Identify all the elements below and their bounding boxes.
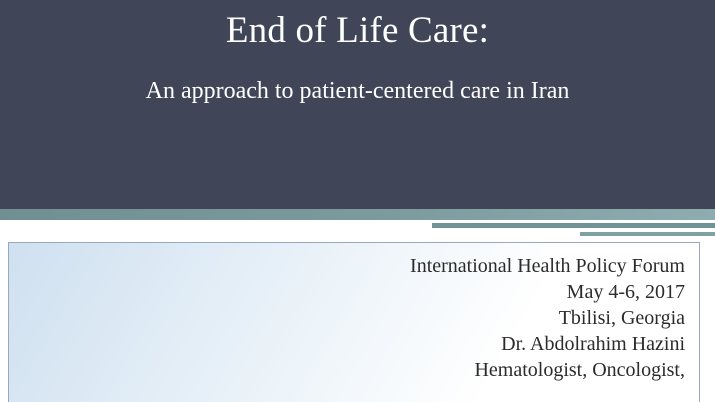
details-line: Tbilisi, Georgia — [558, 307, 685, 329]
details-line: International Health Policy Forum — [410, 255, 685, 277]
details-list — [410, 253, 685, 383]
details-panel — [8, 242, 700, 402]
details-line: Hematologist, Oncologist, — [474, 359, 685, 381]
details-line: Dr. Abdolrahim Hazini — [501, 333, 685, 355]
accent-bar-tertiary — [580, 232, 715, 236]
details-line: May 4-6, 2017 — [566, 281, 685, 303]
accent-bar-secondary — [432, 223, 715, 228]
slide-subtitle: An approach to patient-centered care in Iran — [145, 78, 570, 104]
accent-bar-primary — [0, 209, 715, 220]
slide-title: End of Life Care: — [225, 10, 490, 51]
